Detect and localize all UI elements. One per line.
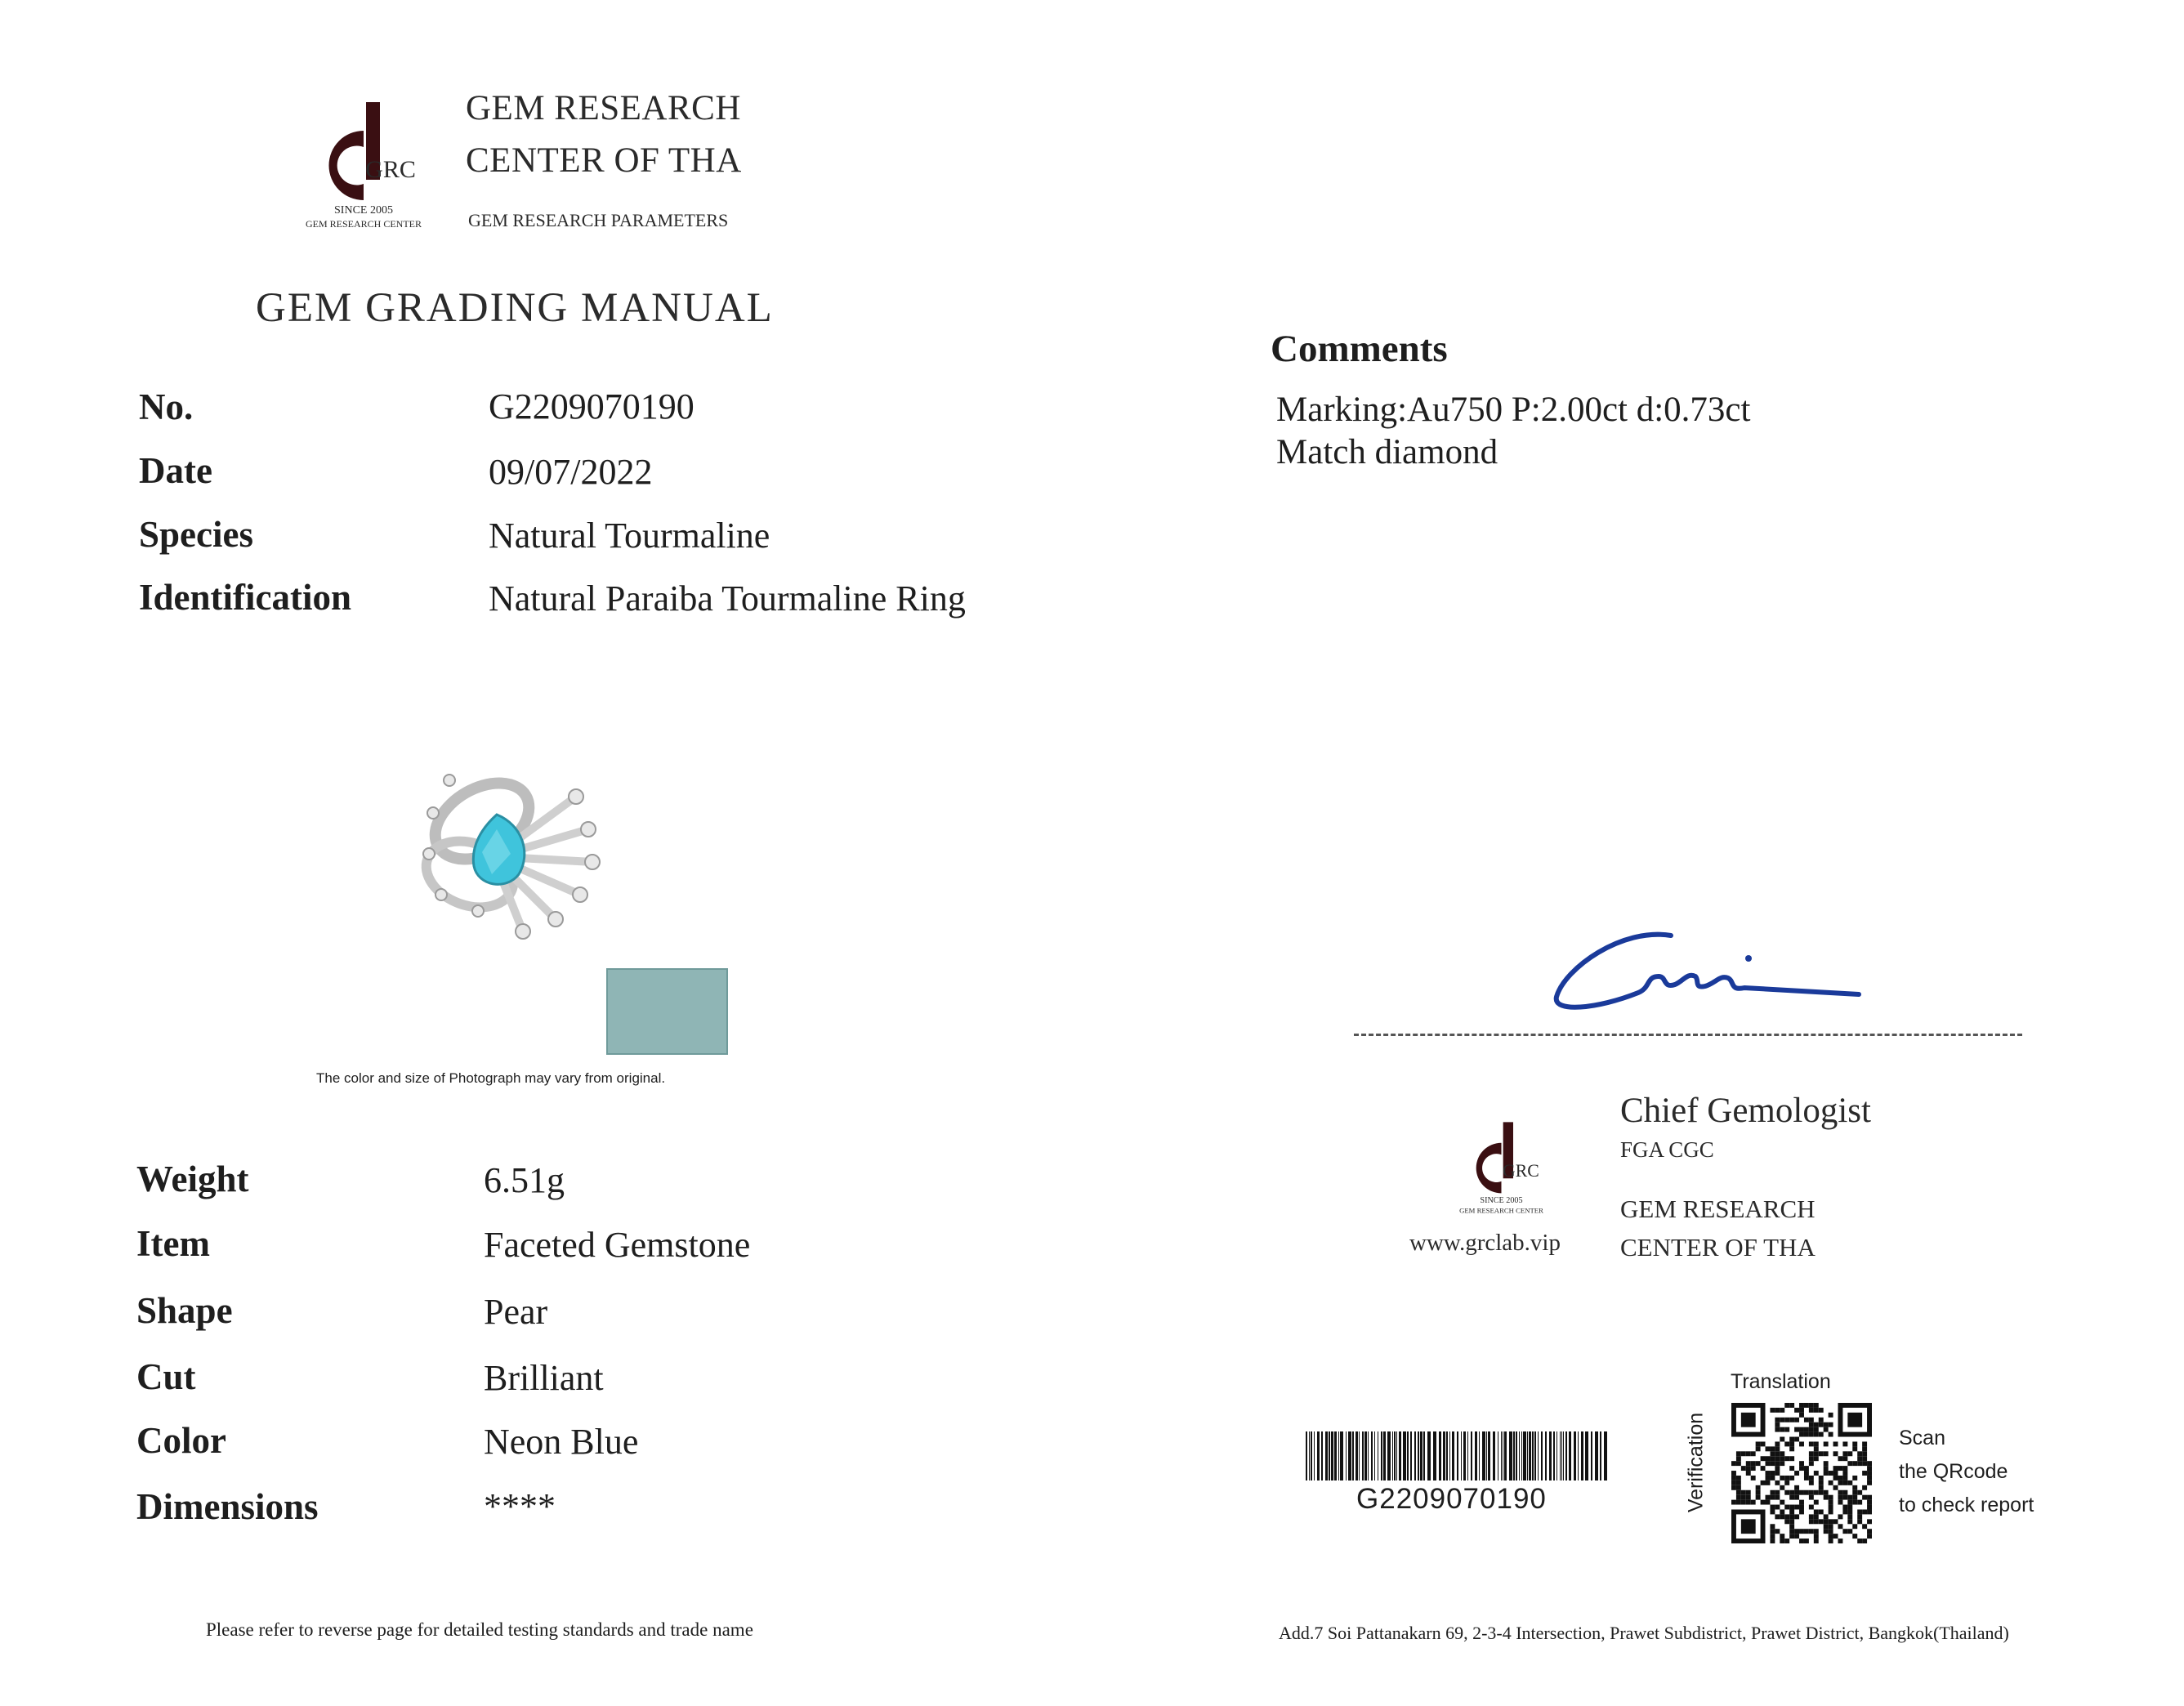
signatory-title: Chief Gemologist	[1620, 1092, 1871, 1130]
scan-instruction-line: to check report	[1899, 1494, 2034, 1516]
field-value-no: G2209070190	[489, 386, 695, 426]
comment-line: Match diamond	[1276, 433, 1498, 471]
field-label-species: Species	[139, 514, 253, 555]
footer-address: Add.7 Soi Pattanakarn 69, 2-3-4 Intersection, Prawet Subdistrict, Prawet District, Bangkok(Thailand)	[1279, 1623, 2009, 1643]
field-label-dimensions: Dimensions	[136, 1486, 319, 1527]
field-label-no: No.	[139, 386, 194, 427]
field-label-date: Date	[139, 450, 212, 491]
field-label-color: Color	[136, 1420, 226, 1461]
org-name-line1: GEM RESEARCH	[466, 89, 741, 127]
field-value-species: Natural Tourmaline	[489, 516, 770, 556]
grc-logo-small	[1442, 1115, 1561, 1230]
signature-line	[1354, 1034, 2022, 1036]
field-value-cut: Brilliant	[484, 1358, 604, 1398]
field-label-identification: Identification	[139, 577, 352, 618]
comment-line: Marking:Au750 P:2.00ct d:0.73ct	[1276, 391, 1751, 429]
comments-title: Comments	[1271, 328, 1448, 370]
barcode	[1306, 1431, 1615, 1480]
field-label-weight: Weight	[136, 1159, 249, 1199]
field-value-identification: Natural Paraiba Tourmaline Ring	[489, 578, 966, 619]
footer-note: Please refer to reverse page for detailed testing standards and trade name	[206, 1619, 753, 1640]
logo-mark-text: GRC	[365, 156, 416, 183]
field-value-item: Faceted Gemstone	[484, 1225, 751, 1265]
barcode-number: G2209070190	[1356, 1483, 1547, 1515]
ring-photo	[400, 748, 613, 944]
signatory-credentials: FGA CGC	[1620, 1137, 1714, 1162]
logo-since-text: SINCE 2005	[1480, 1195, 1523, 1205]
logo-center-text: GEM RESEARCH CENTER	[1459, 1206, 1543, 1215]
field-value-date: 09/07/2022	[489, 452, 653, 492]
document-title: GEM GRADING MANUAL	[256, 285, 774, 331]
field-value-shape: Pear	[484, 1292, 548, 1332]
qr-top-label: Translation	[1731, 1370, 1831, 1393]
logo-center-text: GEM RESEARCH CENTER	[305, 218, 422, 230]
org-subtitle: GEM RESEARCH PARAMETERS	[468, 210, 729, 230]
logo-mark-text: GRC	[1503, 1161, 1539, 1181]
field-label-shape: Shape	[136, 1290, 233, 1331]
qr-code[interactable]	[1731, 1403, 1873, 1543]
signature-org-line1: GEM RESEARCH	[1620, 1195, 1816, 1223]
scan-instruction-line: the QRcode	[1899, 1460, 2008, 1483]
field-value-weight: 6.51g	[484, 1160, 565, 1200]
signature-image	[1548, 919, 1867, 1025]
field-label-cut: Cut	[136, 1356, 196, 1397]
hologram-tag	[606, 968, 728, 1055]
grc-logo	[282, 94, 445, 249]
field-label-item: Item	[136, 1223, 210, 1264]
website-url: www.grclab.vip	[1409, 1230, 1561, 1256]
scan-instruction-line: Scan	[1899, 1427, 1945, 1449]
org-name-line2: CENTER OF THA	[466, 141, 742, 180]
signature-org-line2: CENTER OF THA	[1620, 1233, 1816, 1262]
qr-side-label: Verification	[1684, 1412, 1708, 1513]
field-value-color: Neon Blue	[484, 1422, 639, 1462]
photo-disclaimer: The color and size of Photograph may vary from original.	[316, 1070, 666, 1086]
field-value-dimensions: ****	[484, 1486, 556, 1526]
logo-since-text: SINCE 2005	[334, 204, 393, 217]
